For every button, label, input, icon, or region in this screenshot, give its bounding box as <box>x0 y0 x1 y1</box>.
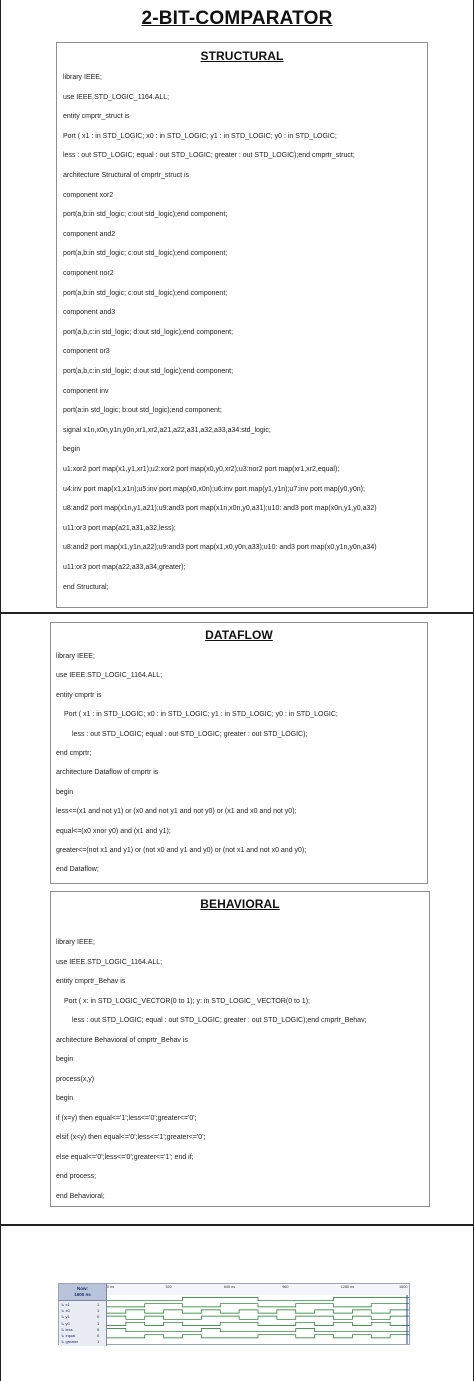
waveform-trace <box>107 1304 409 1307</box>
waveform-trace <box>107 1322 409 1325</box>
code-line: use IEEE.STD_LOGIC_1164.ALL; <box>56 958 163 966</box>
signal-value: 0 <box>97 1314 100 1320</box>
signal-name[interactable]: ↳ less <box>61 1326 73 1332</box>
code-line: u11:or3 port map(a21,a31,a32,less); <box>63 524 176 532</box>
code-line: Port ( x: in STD_LOGIC_VECTOR(0 to 1); y: in STD_LOGIC_ VECTOR(0 to 1); <box>64 997 310 1005</box>
code-line: port(a:in std_logic; b:out std_logic);end component; <box>63 407 222 415</box>
behavioral-box <box>50 891 430 1207</box>
code-line: less<=(x1 and not y1) or (x0 and not y1 and not y0) or (x1 and x0 and not y0); <box>56 808 297 816</box>
code-line: end process; <box>56 1173 97 1180</box>
dataflow-box <box>50 622 428 884</box>
tick-label: 320 <box>165 1285 172 1289</box>
signal-name[interactable]: ↳ x0 <box>61 1308 70 1314</box>
waveform-area <box>107 1295 409 1344</box>
code-line: equal<=(x0 xnor y0) and (x1 and y1); <box>56 827 171 835</box>
now-value: 1600 ns <box>74 1292 91 1297</box>
code-line: port(a,b,c:in std_logic; d:out std_logic);end component; <box>63 328 234 336</box>
code-line: process(x,y) <box>56 1075 95 1083</box>
signal-value: 1 <box>97 1302 100 1307</box>
code-line: component xor2 <box>63 191 114 199</box>
tick-label: 640 ns <box>223 1285 236 1289</box>
code-line: library IEEE; <box>56 653 95 660</box>
code-line: library IEEE; <box>56 939 95 946</box>
tick-label: 1600 <box>399 1285 408 1289</box>
code-line: component and2 <box>63 230 116 238</box>
simulation-waveform-window <box>58 1283 410 1345</box>
code-line: use IEEE.STD_LOGIC_1164.ALL; <box>63 93 170 101</box>
signal-name[interactable]: ↳ equal <box>61 1333 76 1338</box>
code-line: less : out STD_LOGIC; equal : out STD_LOGIC; greater : out STD_LOGIC); <box>72 730 308 738</box>
code-line: component inv <box>63 387 109 395</box>
code-line: less : out STD_LOGIC; equal : out STD_LOGIC; greater : out STD_LOGIC);end cmprtr_Behav; <box>72 1017 367 1024</box>
section-divider <box>0 1224 474 1226</box>
page-title: 2-BIT-COMPARATOR <box>141 8 333 29</box>
structural-heading: STRUCTURAL <box>200 49 284 63</box>
code-line: port(a,b,c:in std_logic; d:out std_logic);end component; <box>63 368 234 375</box>
code-line: u8:and2 port map(x1n,y1,a21);u9:and3 port map(x1n,x0n,y0,a31);u10: and3 port map(x0n,y1,y0,a32) <box>63 505 377 513</box>
waveform-trace <box>107 1329 409 1332</box>
code-line: architecture Behavioral of cmprtr_Behav is <box>56 1036 188 1044</box>
code-line: port(a,b:in std_logic; c:out std_logic);end component; <box>63 211 228 219</box>
waveform-trace <box>107 1298 409 1301</box>
code-line: Port ( x1 : in STD_LOGIC; x0 : in STD_LOGIC; y1 : in STD_LOGIC; y0 : in STD_LOGIC; <box>63 132 337 140</box>
signal-value: 1 <box>97 1308 100 1314</box>
code-line: begin <box>56 1095 74 1102</box>
code-line: port(a,b:in std_logic; c:out std_logic);end component; <box>63 289 228 297</box>
signal-value: 0 <box>97 1333 100 1338</box>
code-line: entity cmprtr_struct is <box>63 113 130 121</box>
tick-label: 1280 ns <box>340 1285 355 1289</box>
signal-name[interactable]: ↳ greater <box>61 1339 79 1345</box>
code-line: if (x=y) then equal<='1';less<='0';greater<='0'; <box>56 1114 197 1122</box>
code-line: end Structural; <box>63 583 109 591</box>
behavioral-heading: BEHAVIORAL <box>200 897 280 911</box>
code-line: u4:inv port map(x1,x1n);u5:inv port map(x0,x0n);u6:inv port map(y1,y1n);u7:inv port map(y0,y0n); <box>63 485 365 493</box>
section-divider <box>0 612 474 614</box>
code-line: architecture Dataflow of cmprtr is <box>56 769 159 777</box>
code-line: entity cmprtr_Behav is <box>56 978 126 985</box>
sim-time-header <box>59 1284 107 1301</box>
code-line: begin <box>63 446 81 454</box>
code-line: begin <box>56 788 74 796</box>
code-line: u1:xor2 port map(x1,y1,xr1);u2:xor2 port map(x0,y0,xr2);u3:nor2 port map(xr1,xr2,equal); <box>63 466 340 473</box>
signal-value: 1 <box>97 1320 100 1326</box>
now-label: Now: <box>77 1286 88 1291</box>
code-line: Port ( x1 : in STD_LOGIC; x0 : in STD_LOGIC; y1 : in STD_LOGIC; y0 : in STD_LOGIC; <box>64 711 338 719</box>
tick-label: 960 <box>282 1285 289 1289</box>
code-line: less : out STD_LOGIC; equal : out STD_LOGIC; greater : out STD_LOGIC);end cmprtr_struct; <box>63 152 355 160</box>
code-line: port(a,b:in std_logic; c:out std_logic);end component; <box>63 250 228 258</box>
code-line: architecture Structural of cmprtr_struct is <box>63 172 190 179</box>
waveform-svg <box>107 1295 409 1344</box>
code-line: else equal<='0';less<='0';greater<='1'; end if; <box>56 1153 194 1161</box>
code-line: entity cmprtr is <box>56 691 102 699</box>
code-line: component or3 <box>63 348 110 356</box>
code-line: u11:or3 port map(a22,a33,a34,greater); <box>63 564 186 571</box>
tick-label: 0 ns <box>107 1285 115 1289</box>
code-line: use IEEE.STD_LOGIC_1164.ALL; <box>56 672 163 680</box>
code-line: begin <box>56 1056 74 1063</box>
code-line: library IEEE; <box>63 74 102 81</box>
waveform-trace <box>107 1310 409 1313</box>
code-line: signal x1n,x0n,y1n,y0n,xr1,xr2,a21,a22,a31,a32,a33,a34:std_logic; <box>63 426 271 434</box>
dataflow-heading: DATAFLOW <box>205 628 273 642</box>
signal-name[interactable]: ↳ y0 <box>61 1320 70 1326</box>
signal-value: 0 <box>97 1326 100 1332</box>
code-line: elsif (x<y) then equal<='0';less<='1';greater<='0'; <box>56 1134 206 1141</box>
code-line: component nor2 <box>63 270 114 277</box>
signal-name-column <box>59 1301 107 1346</box>
code-line: greater<=(not x1 and y1) or (not x0 and y1 and y0) or (not x1 and not x0 and y0); <box>56 847 307 854</box>
code-line: end Behavioral; <box>56 1192 105 1200</box>
structural-box <box>56 42 428 608</box>
signal-name[interactable]: ↳ y1 <box>61 1314 70 1320</box>
signal-name[interactable]: ↳ x1 <box>61 1302 70 1307</box>
code-line: component and3 <box>63 309 116 317</box>
signal-value: 1 <box>97 1339 100 1345</box>
code-line: u8:and2 port map(x1,y1n,a22);u9:and3 port map(x1,x0,y0n,a33);u10: and3 port map(x0,y1n,y0n,a34) <box>63 544 377 552</box>
code-line: end cmprtr; <box>56 750 92 757</box>
code-line: end Dataflow; <box>56 866 99 874</box>
waveform-trace <box>107 1335 409 1338</box>
waveform-trace <box>107 1316 409 1319</box>
